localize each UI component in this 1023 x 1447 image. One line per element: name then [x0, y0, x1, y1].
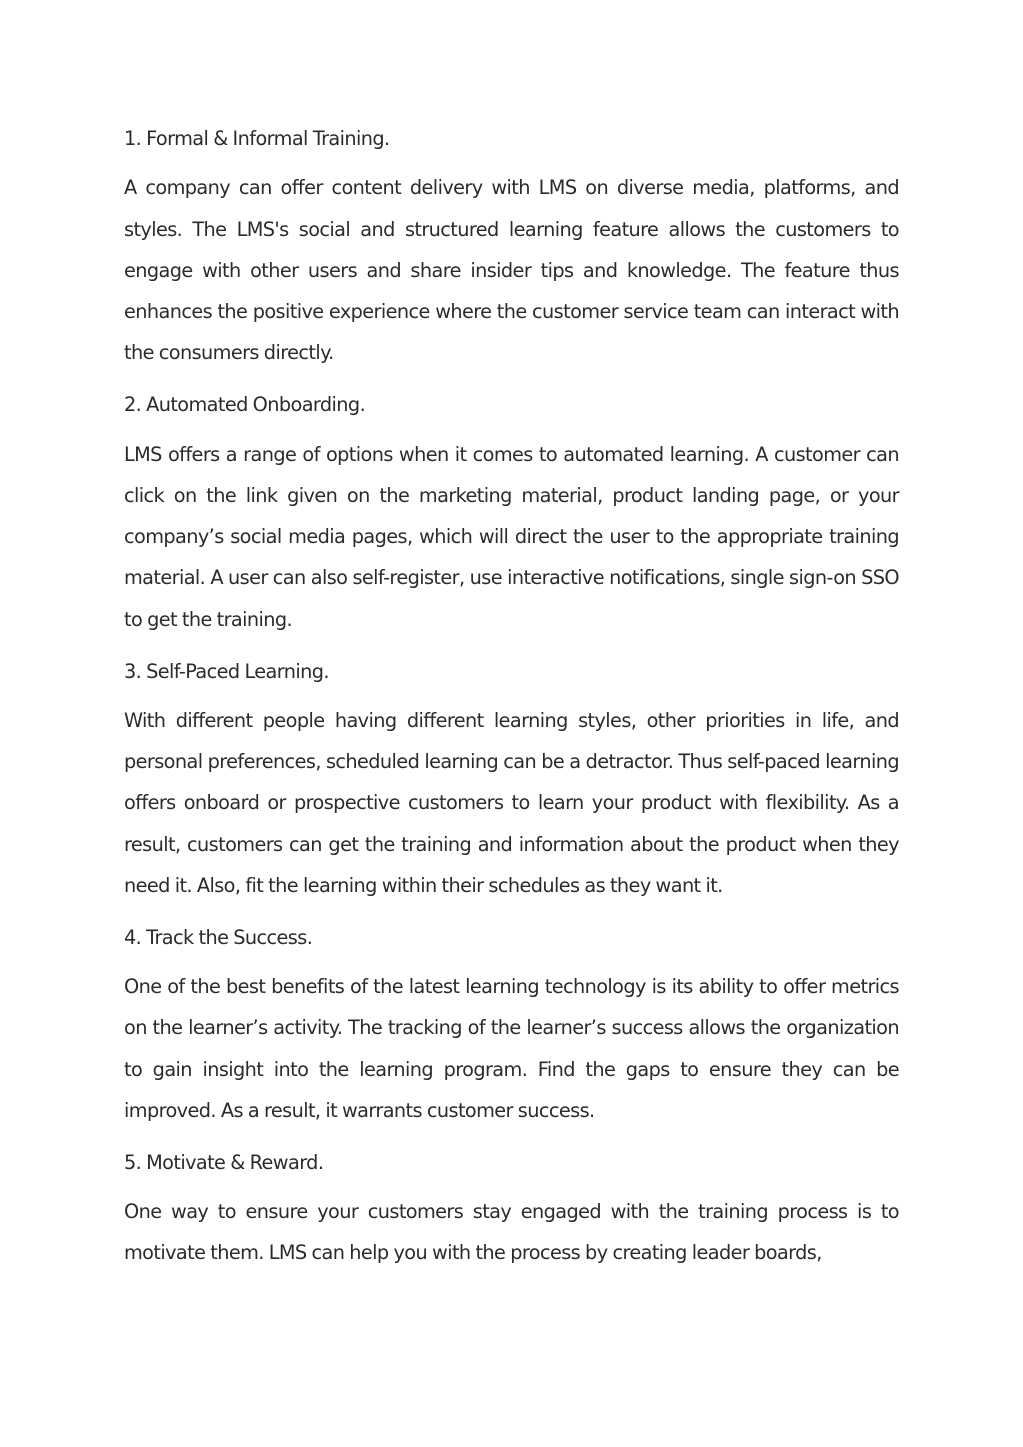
section-paragraph-motivate-reward: One way to ensure your customers stay engaged with the training process is to motivate them. LMS can help you with the process by creating leader boards, — [124, 1200, 899, 1265]
section-paragraph-formal-informal-training: A company can offer content delivery with LMS on diverse media, platforms, and styles. The LMS's social and structured learning feature allows the customers to engage with other users and share insider tips and knowledge. The feature thus enhances the positive experience where the customer service team can interact with the consumers directly. — [124, 176, 899, 365]
section-paragraph-automated-onboarding: LMS offers a range of options when it comes to automated learning. A customer can click on the link given on the marketing material, product landing page, or your company’s social media pages, which will direct the user to the appropriate training material. A user can also self-register, use interactive notifications, single sign-on SSO to get the training. — [124, 442, 899, 631]
document-body — [124, 118, 899, 1274]
section-heading-automated-onboarding: 2. Automated Onboarding. — [124, 393, 366, 417]
section-paragraph-track-the-success: One of the best benefits of the latest learning technology is its ability to offer metrics on the learner’s activity. The tracking of the learner’s success allows the organization to gain insight into the learning program. Find the gaps to ensure they can be improved. As a result, it warrants customer success. — [124, 975, 899, 1123]
section-paragraph-self-paced-learning: With different people having different learning styles, other priorities in life, and personal preferences, scheduled learning can be a detractor. Thus self-paced learning offers onboard or prospective customers to learn your product with flexibility. As a result, customers can get the training and information about the product when they need it. Also, fit the learning within their schedules as they want it. — [124, 708, 899, 898]
section-heading-formal-informal-training: 1. Formal & Informal Training. — [124, 127, 390, 150]
section-heading-self-paced-learning: 3. Self-Paced Learning. — [124, 659, 329, 683]
section-heading-track-the-success: 4. Track the Success. — [124, 925, 313, 949]
section-heading-motivate-reward: 5. Motivate & Reward. — [124, 1150, 324, 1174]
